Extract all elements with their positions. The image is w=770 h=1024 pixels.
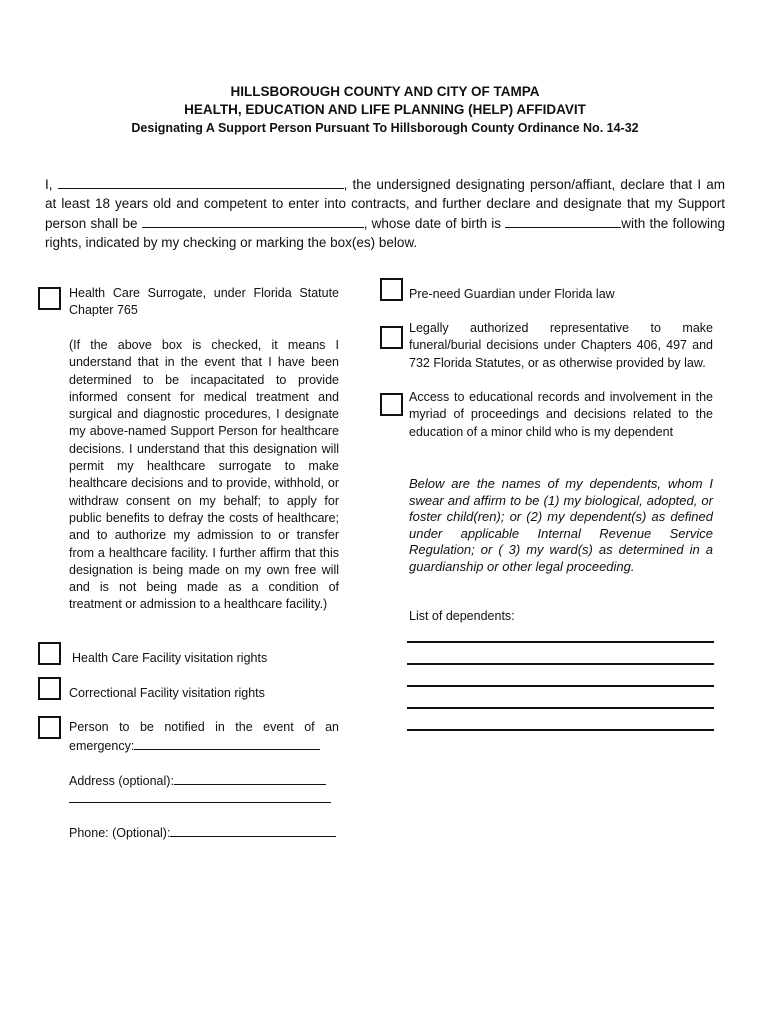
affiant-name-field[interactable] (58, 174, 344, 189)
surrogate-explanation: (If the above box is checked, it means I understand that in the event that I have been determined to be incapacitated to provide informed consent for medical treatment and surgical and diagnostic procedures, I designate my above-named Support Person for healthcare decisions. I understand that this designation will permit my healthcare surrogate to make healthcare decisions and to provide, withhold, or withdraw consent on my behalf; to apply for public benefits to defray the costs of healthcare; and to authorize my admission to or transfer from a healthcare facility. I further affirm that this designation is being made on my own free will and is not being made as a condition of treatment or admission to a healthcare facility.) (69, 338, 339, 612)
education-checkbox[interactable] (380, 393, 403, 416)
guardian-label: Pre-need Guardian under Florida law (409, 287, 615, 301)
emergency-contact-checkbox[interactable] (38, 716, 61, 739)
dependents-list-label: List of dependents: (409, 609, 515, 623)
surrogate-label: Health Care Surrogate, under Florida Statute Chapter 765 (69, 286, 339, 318)
birth-date-field[interactable] (505, 213, 621, 228)
legal-rep-label: Legally authorized representative to make funeral/burial decisions under Chapters 406, 497 and 732 Florida Statutes, or as otherwise provided by law. (409, 321, 713, 370)
subtitle: Designating A Support Person Pursuant To Hillsborough County Ordinance No. 14-32 (131, 121, 639, 135)
title-line-2: HEALTH, EDUCATION AND LIFE PLANNING (HELP) AFFIDAVIT (184, 102, 586, 117)
dependent-line-2[interactable] (407, 663, 714, 665)
correctional-visitation-label: Correctional Facility visitation rights (69, 686, 265, 700)
address-label: Address (optional): (69, 774, 174, 788)
facility-visitation-label: Health Care Facility visitation rights (72, 651, 268, 665)
legal-rep-checkbox[interactable] (380, 326, 403, 349)
dependent-line-4[interactable] (407, 707, 714, 709)
phone-label: Phone: (Optional): (69, 826, 171, 840)
emergency-contact-label: Person to be notified in the event of an emergency: (69, 720, 339, 754)
emergency-contact-block (69, 719, 339, 756)
declaration-prefix: I, (45, 177, 53, 192)
title-line-1: HILLSBOROUGH COUNTY AND CITY OF TAMPA (230, 84, 540, 99)
address-field-1[interactable] (174, 771, 326, 785)
dependent-line-1[interactable] (407, 641, 714, 643)
declaration-text-3: with the following rights, indicated by my checking or marking the box(es) below. (45, 216, 725, 250)
address-block (69, 771, 339, 790)
emergency-contact-field[interactable] (134, 736, 320, 750)
facility-visitation-checkbox[interactable] (38, 642, 61, 665)
declaration-paragraph (45, 174, 725, 252)
education-label: Access to educational records and involvement in the myriad of proceedings and decisions related to the education of a minor child who is my dependent (409, 390, 713, 439)
dependents-statement: Below are the names of my dependents, whom I swear and affirm to be (1) my biological, adopted, or foster child(ren); or (2) my dependent(s) as defined under applicable Internal Revenue Service Regulation; or ( 3) my ward(s) as determined in a guardianship or other legal proceeding. (409, 476, 713, 574)
address-field-2[interactable] (69, 802, 331, 803)
dependent-line-3[interactable] (407, 685, 714, 687)
declaration-text-1: , the undersigned designating person/affiant, declare that I am at least 18 years old and competent to enter into contracts, and further declare and designate that my Support person shall be (45, 177, 725, 231)
guardian-checkbox[interactable] (380, 278, 403, 301)
support-person-field[interactable] (142, 213, 364, 228)
declaration-text-2: , whose date of birth is (363, 216, 502, 231)
phone-block (69, 823, 349, 842)
dependent-line-5[interactable] (407, 729, 714, 731)
surrogate-checkbox[interactable] (38, 287, 61, 310)
phone-field[interactable] (170, 823, 336, 837)
correctional-visitation-checkbox[interactable] (38, 677, 61, 700)
